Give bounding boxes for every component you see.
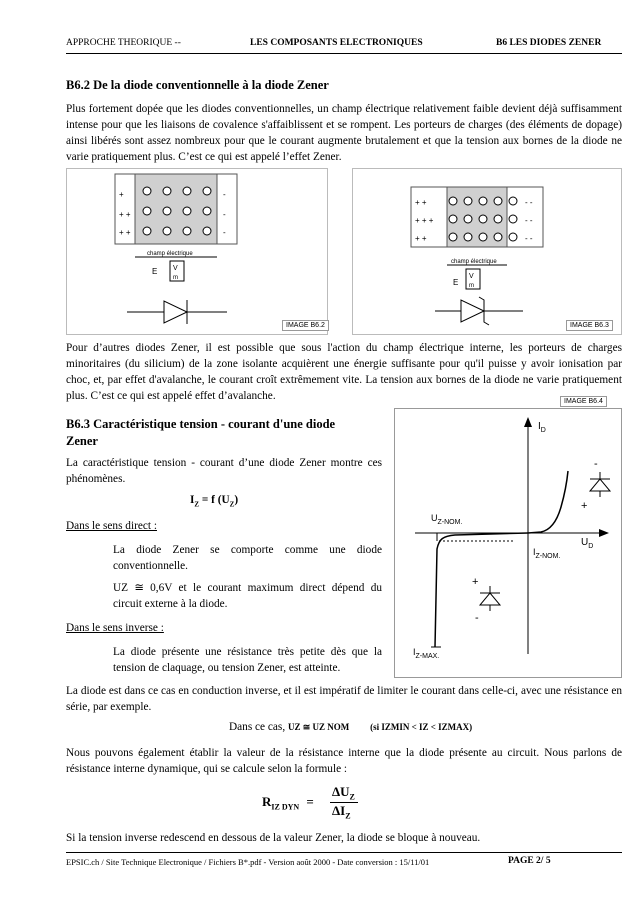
svg-text:+: +: [119, 190, 124, 199]
zener-characteristic-graph: [394, 408, 622, 678]
footer-left: EPSIC.ch / Site Technique Electronique / Fichiers B*.pdf - Version août 2000 - Date conversion : 15/11/01: [66, 857, 430, 867]
svg-text:-: -: [475, 612, 479, 624]
resistance-paragraph: Nous pouvons également établir la valeur de la résistance interne que la diode présente au circuit. Nous parlons de résistance interne dynamique, qui se calcule selon la formule :: [66, 747, 622, 775]
svg-text:m: m: [469, 283, 474, 289]
image-label-b63: IMAGE B6.3: [566, 320, 613, 331]
forward-curve: [528, 471, 568, 533]
header-center: LES COMPOSANTS ELECTRONIQUES: [250, 38, 423, 48]
blocking-paragraph: Si la tension inverse redescend en dessous de la valeur Zener, la diode se bloque à nouveau.: [66, 832, 481, 844]
avalanche-paragraph: Pour d’autres diodes Zener, il est possible que sous l'action du champ électrique interne, les porteurs de charges minoritaires (du silicium) de la zone isolante acquièrent une énergie suffisante pour qu'il puisse y avoir ionisation par choc, et, par effet d'avalanche, le courant croît extrêmement vite. La tension aux bornes de la diode ne varie pratiquement plus. C’est ce qui est appelé effet d’avalanche.: [66, 342, 622, 402]
svg-text:+ + +: + + +: [415, 216, 434, 225]
header-left: APPROCHE THEORIQUE --: [66, 38, 181, 48]
svg-text:E: E: [453, 278, 459, 287]
svg-text:+: +: [581, 500, 588, 512]
svg-text:+ +: + +: [415, 234, 427, 243]
direct-text-2: UZ ≅ 0,6V et le courant maximum direct dépend du circuit externe à la diode.: [113, 582, 382, 610]
svg-text:V: V: [173, 265, 178, 272]
reverse-curve: [435, 533, 528, 647]
svg-text:- -: - -: [525, 216, 533, 225]
svg-text:-: -: [223, 190, 226, 199]
label-uznom: $U_{Z-NOM.}$: [431, 513, 463, 526]
svg-text:m: m: [173, 275, 178, 281]
svg-text:-: -: [223, 228, 226, 237]
condition-line: Dans ce cas, UZ ≅ UZ NOM (si IZMIN < IZ < IZMAX): [229, 721, 473, 733]
image-label-b62: IMAGE B6.2: [282, 320, 329, 331]
svg-text:-: -: [594, 458, 598, 470]
field-label: champ électrique: [147, 251, 193, 257]
svg-text:V: V: [469, 273, 474, 280]
diode-symbol-reverse: [472, 576, 500, 624]
svg-text:+ +: + +: [415, 198, 427, 207]
footer-rule: [66, 852, 622, 853]
section-title-b62: B6.2 De la diode conventionnelle à la diode Zener: [66, 78, 329, 92]
header-rule: [66, 53, 622, 54]
label-id: $I_D$: [538, 421, 546, 434]
svg-text:+: +: [472, 576, 479, 588]
direct-label: Dans le sens direct :: [66, 520, 157, 532]
section-title-b63: B6.3 Caractéristique tension - courant d'une diode Zener: [66, 417, 336, 448]
section-b63-intro: La caractéristique tension - courant d’une diode Zener montre ces phénomènes.: [66, 457, 382, 485]
svg-text:-: -: [223, 210, 226, 219]
svg-text:champ électrique: champ électrique: [451, 259, 497, 265]
pn-junction-zener-diagram: [353, 169, 621, 334]
figure-b62: [66, 168, 328, 335]
svg-text:+ +: + +: [119, 210, 131, 219]
label-izmax: $I_{Z-MAX.}$: [413, 647, 440, 660]
svg-text:- -: - -: [525, 198, 533, 207]
formula-iz: $I_Z = f$ $(U_Z)$: [190, 494, 239, 509]
label-iznom: $I_{Z-NOM.}$: [533, 547, 561, 560]
image-label-b64: IMAGE B6.4: [560, 396, 607, 407]
label-ud: $U_D$: [581, 537, 594, 550]
svg-text:+ +: + +: [119, 228, 131, 237]
inverse-text: La diode présente une résistance très petite dès que la tension de claquage, ou tension Zener, est atteinte.: [113, 646, 382, 674]
svg-text:E: E: [152, 267, 158, 276]
svg-text:- -: - -: [525, 234, 533, 243]
diode-symbol-forward: [581, 458, 610, 512]
section-b62-paragraph: Plus fortement dopée que les diodes conventionnelles, un champ électrique relativement faible devient déjà suffisamment intense pour que les liaisons de covalence s'affaiblissent et se rompent. Les porteurs de charges (des éléments de dopage) ainsi libérés sont assez nombreux pour que le courant augmente brutalement et que la tension aux bornes de la diode ne varie pratiquement plus. C’est ce qui est appelé l’effet Zener.: [66, 103, 622, 163]
pn-junction-diagram: [67, 169, 327, 334]
footer-page-number: PAGE 2/ 5: [508, 856, 551, 866]
conduction-paragraph: La diode est dans ce cas en conduction inverse, et il est impératif de limiter le courant dans celle-ci, avec une résistance en série, par exemple.: [66, 685, 622, 713]
direct-text-1: La diode Zener se comporte comme une diode conventionnelle.: [113, 544, 382, 572]
iv-curve-svg: [395, 409, 621, 677]
header-right: B6 LES DIODES ZENER: [496, 38, 602, 48]
rdyn-formula: $R_{IZ DYN}$ = $\Delta U_Z$ $\Delta I_Z$: [262, 783, 382, 823]
figure-b63: [352, 168, 622, 335]
inverse-label: Dans le sens inverse :: [66, 622, 164, 634]
